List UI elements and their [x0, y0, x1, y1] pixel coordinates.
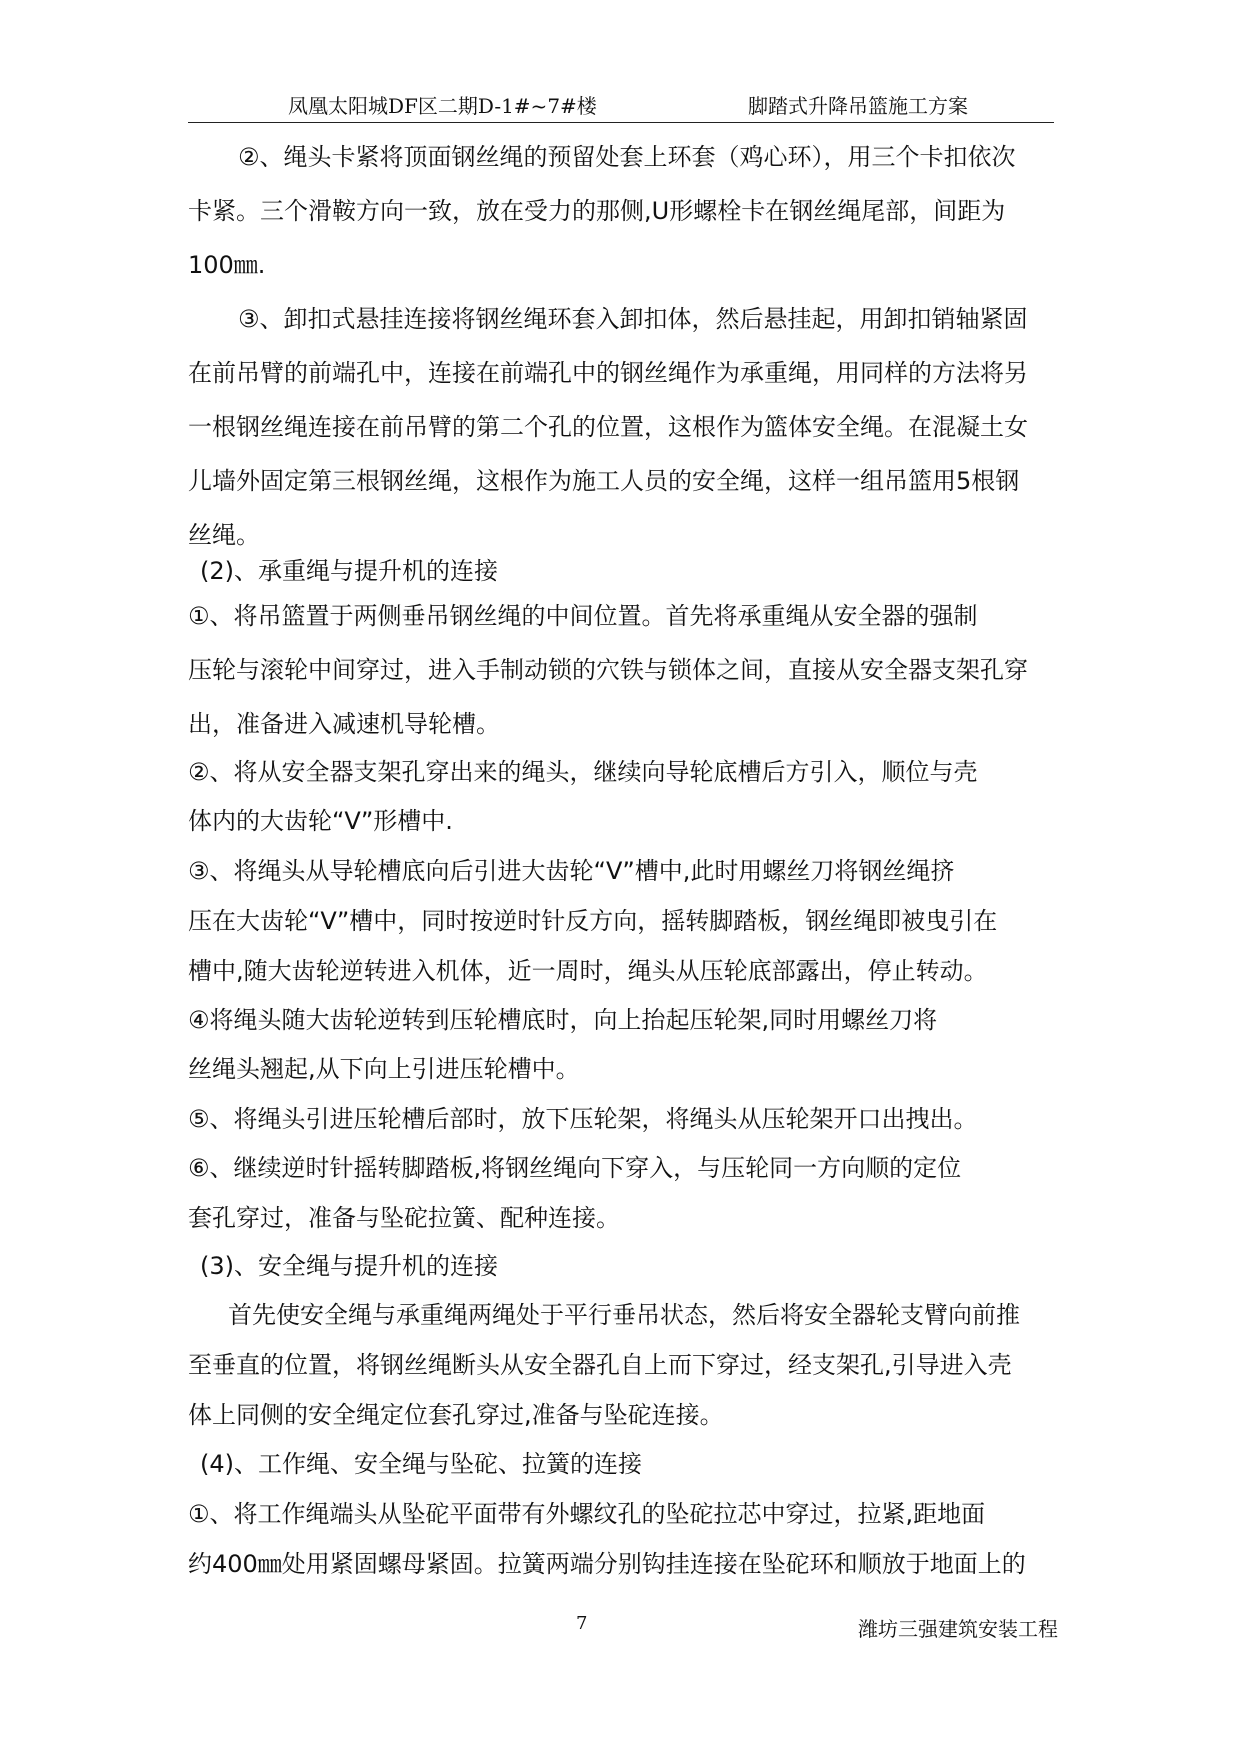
body-line: 约400㎜处用紧固螺母紧固。拉簧两端分别钩挂连接在坠砣环和顺放于地面上的 [188, 1550, 1026, 1578]
body-line: 100㎜. [188, 251, 266, 279]
body-line: 卡紧。三个滑鞍方向一致，放在受力的那侧,U形螺栓卡在钢丝绳尾部，间距为 [188, 197, 1006, 225]
section-heading: (3)、安全绳与提升机的连接 [200, 1252, 498, 1280]
body-line: ①、将工作绳端头从坠砣平面带有外螺纹孔的坠砣拉芯中穿过，拉紧,距地面 [188, 1500, 986, 1528]
body-line: ④将绳头随大齿轮逆转到压轮槽底时，向上抬起压轮架,同时用螺丝刀将 [188, 1006, 938, 1034]
section-heading: (2)、承重绳与提升机的连接 [200, 557, 498, 585]
body-line: ⑤、将绳头引进压轮槽后部时，放下压轮架，将绳头从压轮架开口出拽出。 [188, 1105, 978, 1133]
footer-company: 潍坊三强建筑安装工程 [858, 1617, 1058, 1641]
body-line: 槽中,随大齿轮逆转进入机体，近一周时，绳头从压轮底部露出，停止转动。 [188, 957, 988, 985]
body-line: ②、将从安全器支架孔穿出来的绳头，继续向导轮底槽后方引入，顺位与壳 [188, 758, 978, 786]
body-line: 丝绳头翘起,从下向上引进压轮槽中。 [188, 1055, 580, 1083]
body-line: ⑥、继续逆时针摇转脚踏板,将钢丝绳向下穿入，与压轮同一方向顺的定位 [188, 1154, 962, 1182]
section-heading: (4)、工作绳、安全绳与坠砣、拉簧的连接 [200, 1450, 642, 1478]
body-line: ②、绳头卡紧将顶面钢丝绳的预留处套上环套（鸡心环），用三个卡扣依次 [238, 143, 1016, 171]
body-line: 一根钢丝绳连接在前吊臂的第二个孔的位置，这根作为篮体安全绳。在混凝土女 [188, 413, 1028, 441]
body-line: 丝绳。 [188, 521, 260, 549]
body-line: ①、将吊篮置于两侧垂吊钢丝绳的中间位置。首先将承重绳从安全器的强制 [188, 602, 978, 630]
body-line: 体内的大齿轮“V”形槽中. [188, 807, 453, 835]
page-header [188, 86, 1054, 123]
body-line: 出，准备进入减速机导轮槽。 [188, 710, 500, 738]
body-line: 儿墙外固定第三根钢丝绳，这根作为施工人员的安全绳，这样一组吊篮用5根钢 [188, 467, 1020, 495]
header-project-title: 凤凰太阳城DF区二期D-1#~7#楼 [288, 94, 597, 118]
body-line: 在前吊臂的前端孔中，连接在前端孔中的钢丝绳作为承重绳，用同样的方法将另 [188, 359, 1028, 387]
body-line: 至垂直的位置，将钢丝绳断头从安全器孔自上而下穿过，经支架孔,引导进入壳 [188, 1351, 1012, 1379]
body-line: ③、将绳头从导轮槽底向后引进大齿轮“V”槽中,此时用螺丝刀将钢丝绳挤 [188, 857, 955, 885]
body-line: 首先使安全绳与承重绳两绳处于平行垂吊状态，然后将安全器轮支臂向前推 [228, 1301, 1020, 1329]
body-line: ③、卸扣式悬挂连接将钢丝绳环套入卸扣体，然后悬挂起，用卸扣销轴紧固 [238, 305, 1028, 333]
body-line: 压在大齿轮“V”槽中，同时按逆时针反方向，摇转脚踏板，钢丝绳即被曳引在 [188, 907, 998, 935]
body-line: 压轮与滚轮中间穿过，进入手制动锁的穴铁与锁体之间，直接从安全器支架孔穿 [188, 656, 1028, 684]
header-document-title: 脚踏式升降吊篮施工方案 [748, 94, 968, 118]
page-number: 7 [576, 1613, 588, 1634]
body-line: 体上同侧的安全绳定位套孔穿过,准备与坠砣连接。 [188, 1401, 724, 1429]
body-line: 套孔穿过，准备与坠砣拉簧、配种连接。 [188, 1204, 620, 1232]
